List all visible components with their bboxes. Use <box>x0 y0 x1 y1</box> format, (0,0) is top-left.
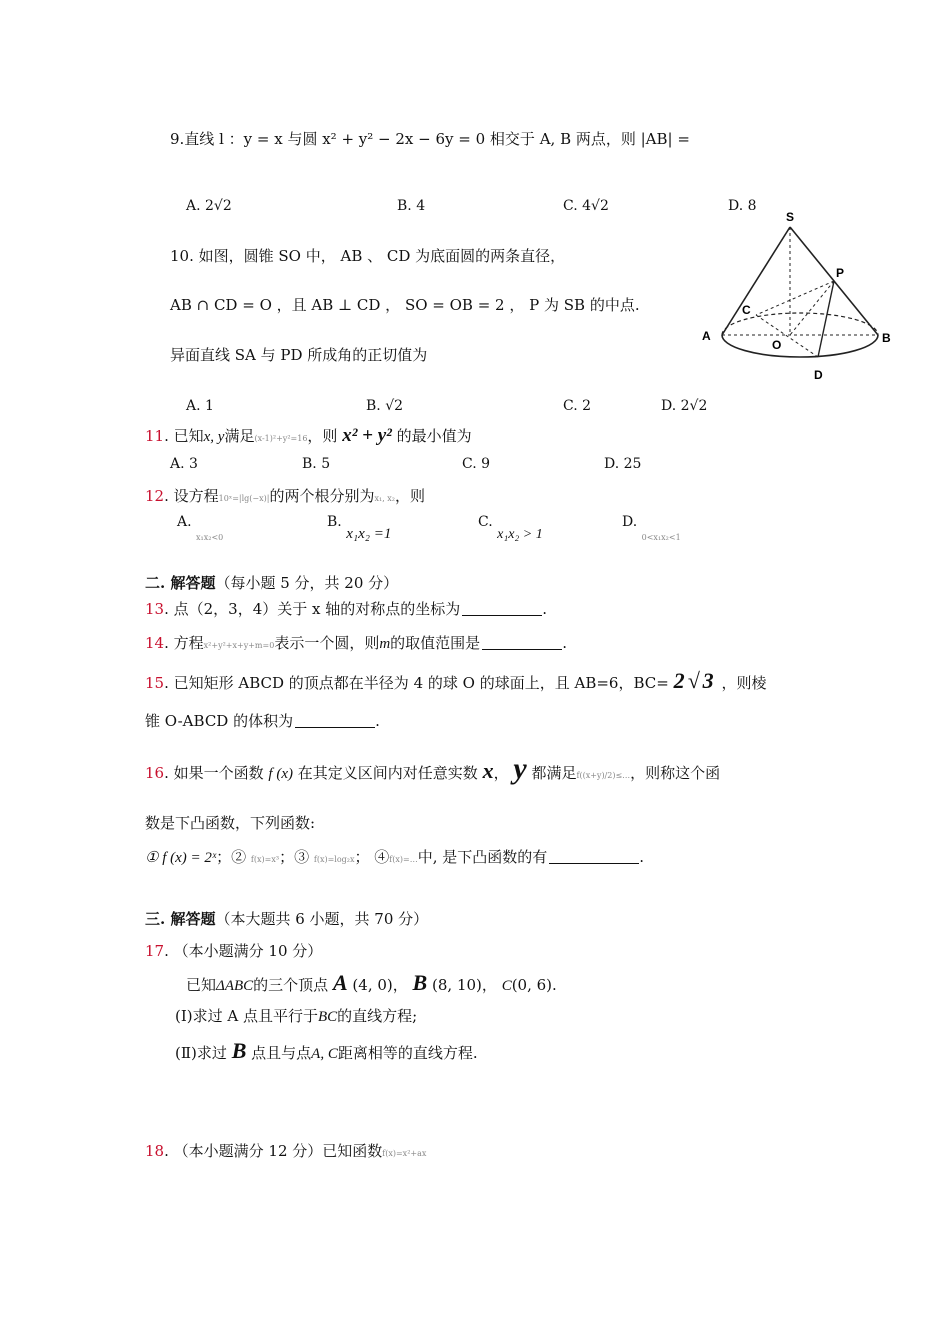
q17-given: 已知ΔABC的三个顶点 A (4, 0)， B (8, 10)， C(0, 6). <box>186 970 557 995</box>
q11-option-c: C. 9 <box>462 456 491 472</box>
q10-option-d: D. 2√2 <box>661 398 708 414</box>
q14-equation: x²+y²+x+y+m=0 <box>203 641 275 650</box>
q12-roots: x₁, x₂ <box>374 494 395 503</box>
q16-line2: 数是下凸函数，下列函数: <box>145 814 316 832</box>
q11-option-d: D. 25 <box>604 456 642 472</box>
q17-part2: (Ⅱ)求过 B 点且与点A, C距离相等的直线方程. <box>175 1038 478 1063</box>
q16-answer-blank[interactable] <box>549 849 639 864</box>
q16-condition: f((x+y)/2)≤… <box>576 771 631 780</box>
section-2-heading: 二. 解答题（每小题 5 分，共 20 分） <box>145 574 399 592</box>
q18: 18. （本小题满分 12 分）已知函数f(x)=x²+ax <box>145 1142 427 1160</box>
q11-number: 11 <box>145 427 165 445</box>
q10-option-c: C. 2 <box>563 398 592 414</box>
q10-option-a: A. 1 <box>186 398 214 414</box>
label-c: C <box>742 303 751 317</box>
q18-function: f(x)=x²+ax <box>382 1149 427 1158</box>
q15-line2: 锥 O-ABCD 的体积为 . <box>145 712 380 730</box>
q10-line3: 异面直线 SA 与 PD 所成角的正切值为 <box>170 346 428 364</box>
q11-expression: x² + y² <box>342 425 392 446</box>
q12: 12. 设方程10ˣ=|lg(−x)|的两个根分别为x₁, x₂，则 <box>145 487 426 505</box>
q13: 13. 点（2，3，4）关于 x 轴的对称点的坐标为 . <box>145 600 548 618</box>
q15-answer-blank[interactable] <box>295 713 375 728</box>
q10-line2: AB ∩ CD = O ，且 AB ⊥ CD ， SO = OB = 2 ， P 为 SB 的中点. <box>170 296 640 314</box>
q11-option-a: A. 3 <box>170 456 198 472</box>
q12-option-b: B. x₁x₂ =1 <box>327 514 392 542</box>
q14: 14. 方程x²+y²+x+y+m=0表示一个圆，则m的取值范围是 . <box>145 634 567 652</box>
q9-option-b: B. 4 <box>397 198 426 214</box>
q9-option-a: A. 2√2 <box>186 198 232 214</box>
q15-bc-value: 2√3 <box>673 668 717 693</box>
label-a: A <box>702 329 711 343</box>
label-p: P <box>836 266 845 280</box>
q17-header: 17. （本小题满分 10 分） <box>145 942 323 960</box>
q12-option-a: A. $_{x_1x_2<0}$ <box>177 514 224 542</box>
q14-answer-blank[interactable] <box>482 635 562 650</box>
q9-stem: 9.直线 l ：y = x 与圆 x² + y² − 2x − 6y = 0 相交于 A, B 两点，则 |AB| = <box>170 130 690 148</box>
q13-answer-blank[interactable] <box>462 601 542 616</box>
q12-option-d: D. $_{0<x_1x_2<1}$ <box>622 514 681 542</box>
label-b: B <box>882 331 891 345</box>
q10-line1: 10. 如图，圆锥 SO 中， AB 、 CD 为底面圆的两条直径， <box>170 247 566 265</box>
q15: 15. 已知矩形 ABCD 的顶点都在半径为 4 的球 O 的球面上，且 AB=6，BC= 2√3 ，则棱 <box>145 668 767 693</box>
q9-option-d: D. 8 <box>728 198 757 214</box>
cone-figure <box>690 205 900 390</box>
q12-option-c: C. x₁x₂ > 1 <box>478 514 543 542</box>
q16-line3: ① f (x) = 2ˣ；② f(x)=x³；③ f(x)=log₂x； ④f(x)=…中, 是下凸函数的有 . <box>145 848 645 866</box>
q17-part1: (Ⅰ)求过 A 点且平行于BC的直线方程; <box>175 1007 418 1025</box>
label-d: D <box>814 368 823 382</box>
q9-option-c: C. 4√2 <box>563 198 609 214</box>
label-s: S <box>786 210 795 224</box>
q12-number: 12 <box>145 487 165 505</box>
q10-option-b: B. √2 <box>366 398 404 414</box>
q11: 11. 已知x, y满足(x-1)²+y²=16，则 x² + y² 的最小值为 <box>145 425 472 446</box>
q12-equation: 10ˣ=|lg(−x)| <box>218 494 270 503</box>
q11-vars: x, y <box>203 429 225 445</box>
q11-condition: (x-1)²+y²=16 <box>254 434 308 443</box>
q11-option-b: B. 5 <box>302 456 331 472</box>
section-3-heading: 三. 解答题（本大题共 6 小题，共 70 分） <box>145 910 429 928</box>
label-o: O <box>772 338 782 352</box>
q16: 16. 如果一个函数 f (x) 在其定义区间内对任意实数 x， y 都满足f((x+y)/2)≤…，则称这个函 <box>145 752 721 785</box>
